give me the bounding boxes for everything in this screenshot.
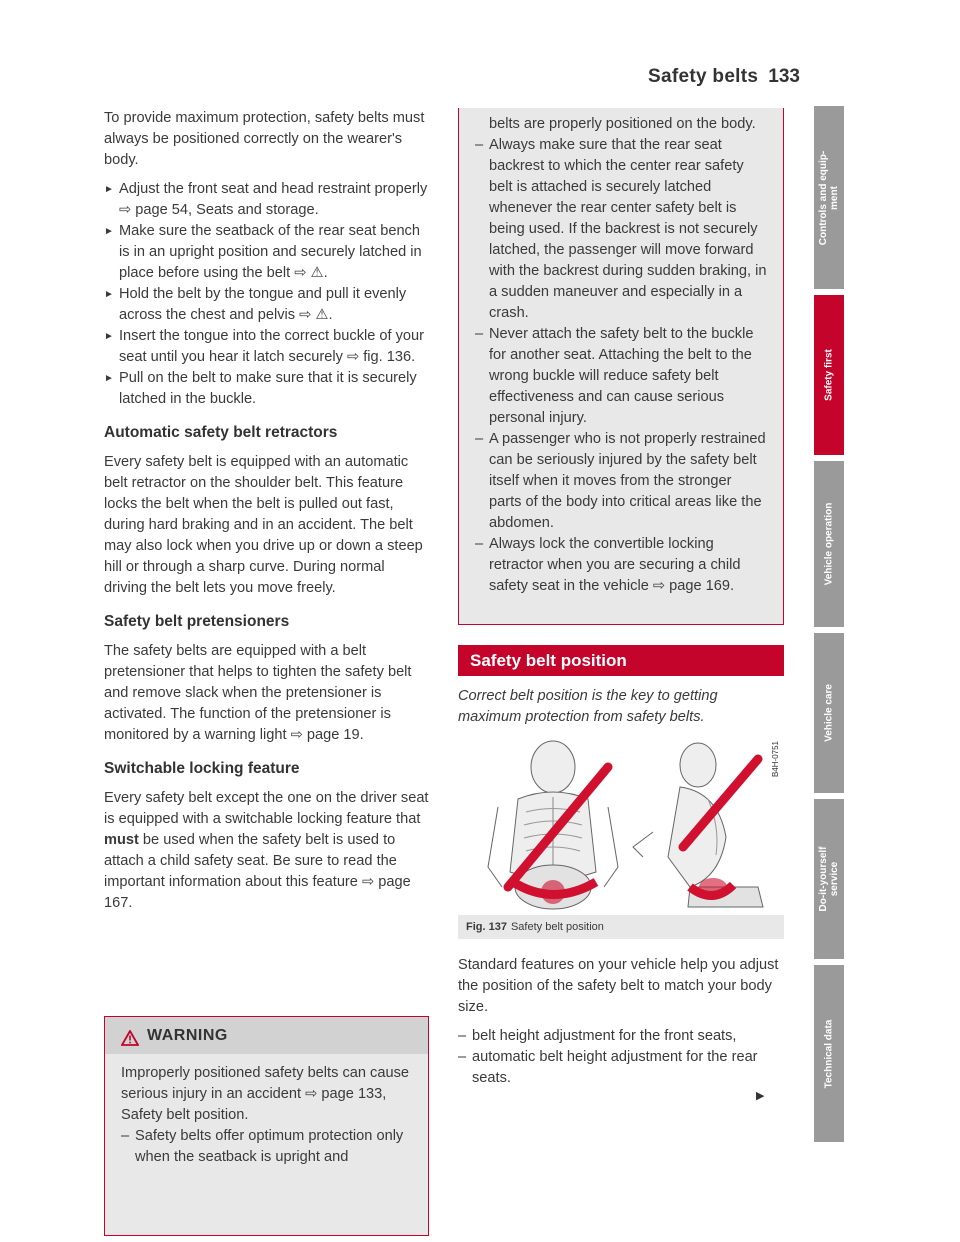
warning-box-continued <box>458 108 784 625</box>
instruction-item: ► Hold the belt by the tongue and pull it evenly across the chest and pelvis ⇨ ⚠. <box>104 286 407 323</box>
retractors-text: Every safety belt is equipped with an automatic belt retractor on the shoulder belt. This feature locks the belt when the belt is pulled out fast, during hard braking and in an accident. The belt may also lock when you drive up or down a steep hill or through a sharp curve. During normal driving the belt lets you move freely. <box>104 454 423 596</box>
section-intro: Correct belt position is the key to getting maximum protection from safety belts. <box>458 688 718 725</box>
warning-item: – Never attach the safety belt to the buckle for another seat. Attaching the belt to the wrong buckle will reduce safety belt effectiveness and can cause serious personal injury. <box>475 326 754 426</box>
warning-item-continued: belts are properly positioned on the body. <box>489 116 756 132</box>
locking-text: Every safety belt except the one on the driver seat is equipped with a switchable locking feature that must be used when the safety belt is used to attach a child safety seat. Be sure to read the important information about this feature ⇨ page 167. <box>104 790 429 911</box>
triangle-bullet-icon: ► <box>104 289 114 300</box>
page-header <box>648 66 848 94</box>
instruction-item: ► Make sure the seatback of the rear seat bench is in an upright position and securely latched in place before using the belt ⇨ ⚠. <box>104 223 422 281</box>
triangle-bullet-icon: ► <box>104 331 114 342</box>
warning-header <box>105 1017 428 1054</box>
tab-technical-data[interactable]: Technical data <box>814 965 844 1142</box>
adjustment-text: Standard features on your vehicle help you adjust the position of the safety belt to match your body size. – belt height adjustment for the front seats, – automatic belt height adjustment for the rear seats. <box>458 955 784 1089</box>
figure-caption-text: Safety belt position <box>510 921 604 933</box>
warning-triangle-icon <box>121 1030 139 1046</box>
section-title: Safety belts <box>648 66 759 87</box>
warning-item: – Always make sure that the rear seat backrest to which the center rear safety belt is attached is securely latched whenever the rear center safety belt is being used. If the backrest is not securely latched, the passenger will move forward with the backrest during sudden braking, in a sudden maneuver and especially in a crash. <box>475 137 767 321</box>
warning-intro: Improperly positioned safety belts can cause serious injury in an accident ⇨ page 133, Safety belt position. <box>121 1065 409 1123</box>
continue-arrow-icon: ▶ <box>756 1090 765 1102</box>
triangle-bullet-icon: ► <box>104 226 114 237</box>
instruction-item: ► Pull on the belt to make sure that it is securely latched in the buckle. <box>104 370 417 407</box>
intro-paragraph: To provide maximum protection, safety belts must always be positioned correctly on the wearer's body. <box>104 110 425 168</box>
tab-safety-first[interactable]: Safety first <box>814 295 844 455</box>
warning-box <box>104 1016 429 1236</box>
triangle-bullet-icon: ► <box>104 184 114 195</box>
page-number: 133 <box>768 66 800 87</box>
tab-do-it-yourself-service[interactable]: Do-it-yourself service <box>814 799 844 959</box>
instruction-item: ► Adjust the front seat and head restraint properly ⇨ page 54, Seats and storage. <box>104 181 428 218</box>
pretensioners-text: The safety belts are equipped with a belt pretensioner that helps to tighten the safety belt and remove slack when the pretensioner is activated. The function of the pretensioner is monitored by a warning light ⇨ page 19. <box>104 643 412 743</box>
locking-heading: Switchable locking feature <box>104 760 300 777</box>
instruction-item: ► Insert the tongue into the correct buckle of your seat until you hear it latch securely ⇨ fig. 136. <box>104 328 425 365</box>
figure-belt-position <box>458 737 784 916</box>
warning-title: WARNING <box>147 1026 228 1044</box>
warning-item: – A passenger who is not properly restrained can be seriously injured by the safety belt itself when it moves from the stronger parts of the body into critical areas like the abdomen. <box>475 431 766 531</box>
tab-controls-and-equipment[interactable]: Controls and equip- ment <box>814 106 844 289</box>
warning-item: – Always lock the convertible locking retractor when you are securing a child safety seat in the vehicle ⇨ page 169. <box>475 536 741 594</box>
triangle-bullet-icon: ► <box>104 373 114 384</box>
belt-position-illustration <box>458 737 784 915</box>
tab-vehicle-operation[interactable]: Vehicle operation <box>814 461 844 627</box>
section-banner: Safety belt position <box>458 645 784 676</box>
figure-caption <box>458 915 784 939</box>
figure-code: B4H-0751 <box>771 741 780 778</box>
left-column <box>104 108 429 922</box>
retractors-heading: Automatic safety belt retractors <box>104 424 338 441</box>
warning-item: – Safety belts offer optimum protection only when the seatback is upright and <box>121 1128 404 1165</box>
tab-vehicle-care[interactable]: Vehicle care <box>814 633 844 793</box>
pretensioners-heading: Safety belt pretensioners <box>104 613 290 630</box>
adjustment-item: – belt height adjustment for the front seats, <box>458 1028 737 1044</box>
figure-label: Fig. 137 <box>466 921 507 933</box>
adjustment-item: – automatic belt height adjustment for the rear seats. <box>458 1049 758 1086</box>
